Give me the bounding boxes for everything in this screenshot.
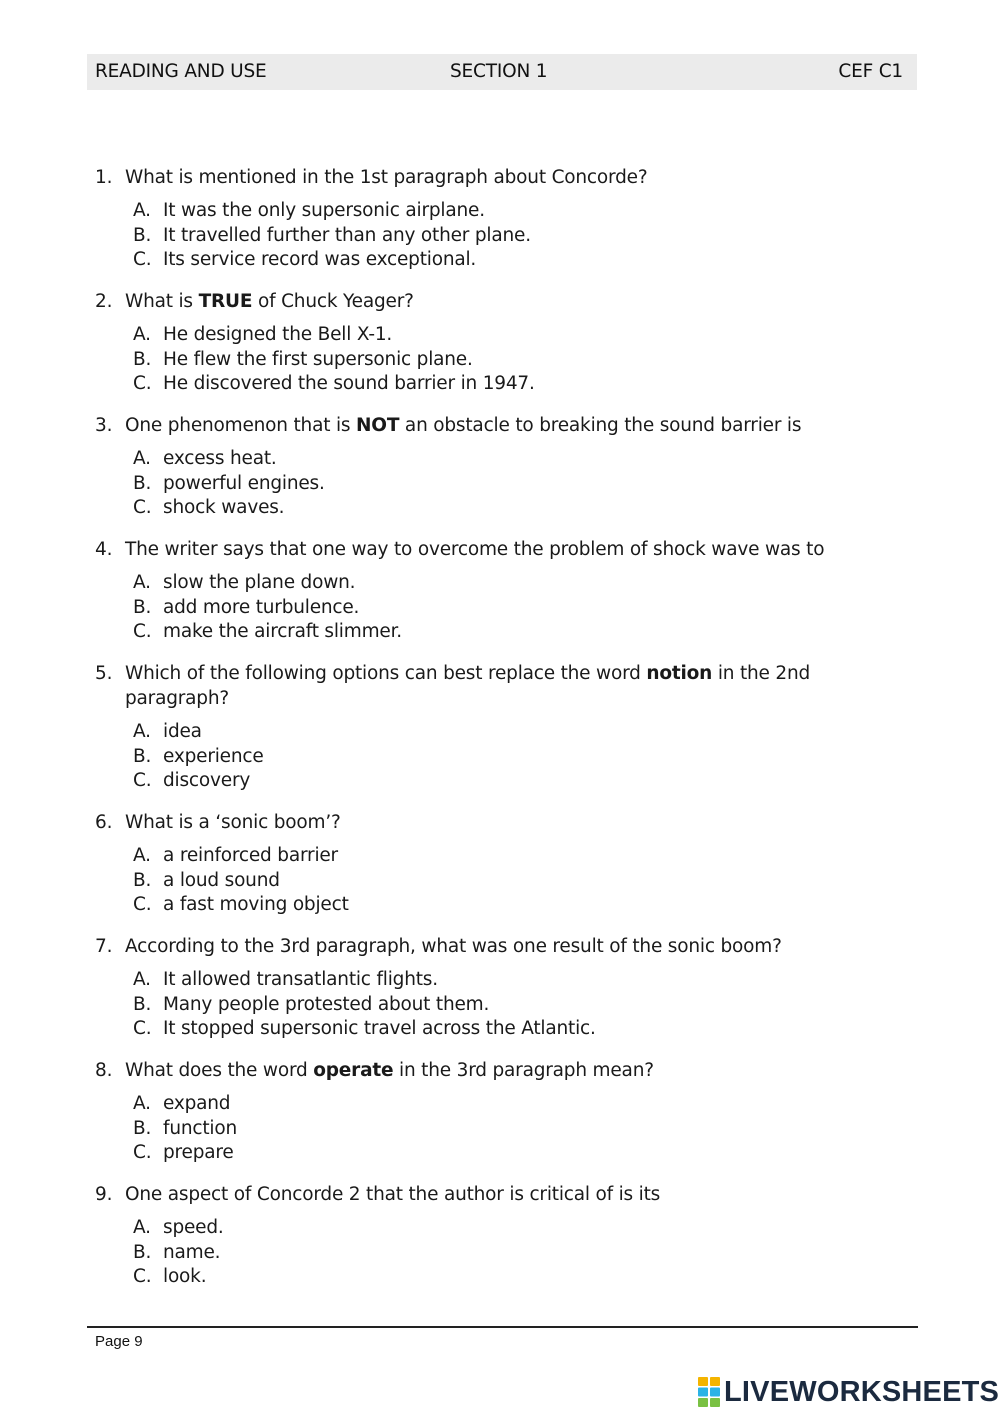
option-text: excess heat. bbox=[163, 448, 277, 469]
option-list bbox=[133, 1092, 875, 1166]
option-c[interactable] bbox=[133, 1017, 875, 1042]
option-b[interactable] bbox=[133, 745, 875, 770]
option-letter: B. bbox=[133, 472, 152, 494]
question-number: 8. bbox=[95, 1060, 113, 1081]
option-a[interactable] bbox=[133, 1216, 875, 1241]
option-text: It was the only supersonic airplane. bbox=[163, 200, 485, 221]
option-letter: A. bbox=[133, 200, 151, 221]
option-letter: C. bbox=[133, 1018, 152, 1039]
option-text: a reinforced barrier bbox=[163, 845, 338, 866]
option-letter: A. bbox=[133, 845, 151, 866]
option-b[interactable] bbox=[133, 348, 875, 373]
option-text: Its service record was exceptional. bbox=[163, 249, 477, 270]
option-c[interactable] bbox=[133, 769, 875, 794]
question-stem: What is TRUE of Chuck Yeager? bbox=[125, 291, 414, 312]
question-number: 2. bbox=[95, 291, 113, 312]
option-letter: C. bbox=[133, 1266, 152, 1287]
option-letter: B. bbox=[133, 1117, 152, 1139]
option-text: Many people protested about them. bbox=[163, 993, 490, 1015]
option-text: He discovered the sound barrier in 1947. bbox=[163, 373, 535, 394]
option-a[interactable] bbox=[133, 323, 875, 348]
option-text: function bbox=[163, 1117, 237, 1139]
option-c[interactable] bbox=[133, 248, 875, 273]
option-list bbox=[133, 1216, 875, 1290]
option-letter: B. bbox=[133, 745, 152, 767]
option-list bbox=[133, 720, 875, 794]
option-text: It stopped supersonic travel across the Atlantic. bbox=[163, 1018, 596, 1039]
option-letter: A. bbox=[133, 1217, 151, 1238]
option-letter: A. bbox=[133, 572, 151, 593]
option-letter: A. bbox=[133, 721, 151, 742]
option-letter: B. bbox=[133, 596, 152, 618]
option-letter: C. bbox=[133, 621, 152, 642]
option-c[interactable] bbox=[133, 1265, 875, 1290]
option-letter: C. bbox=[133, 373, 152, 394]
option-b[interactable] bbox=[133, 224, 875, 249]
option-b[interactable] bbox=[133, 1117, 875, 1142]
option-text: make the aircraft slimmer. bbox=[163, 621, 402, 642]
header-level: CEF C1 bbox=[838, 61, 903, 82]
option-text: a fast moving object bbox=[163, 894, 349, 915]
option-c[interactable] bbox=[133, 893, 875, 918]
question-number: 3. bbox=[95, 415, 113, 436]
question-9 bbox=[95, 1182, 875, 1290]
option-letter: C. bbox=[133, 770, 152, 791]
option-b[interactable] bbox=[133, 472, 875, 497]
option-letter: C. bbox=[133, 1142, 152, 1163]
question-number: 6. bbox=[95, 812, 113, 833]
liveworksheets-icon bbox=[698, 1377, 720, 1407]
question-3 bbox=[95, 413, 875, 521]
option-text: He flew the first supersonic plane. bbox=[163, 348, 473, 370]
option-letter: B. bbox=[133, 869, 152, 891]
brand-text: LIVEWORKSHEETS bbox=[724, 1376, 1000, 1408]
question-1 bbox=[95, 165, 875, 273]
option-letter: C. bbox=[133, 249, 152, 270]
question-stem: What is a ‘sonic boom’? bbox=[125, 812, 341, 833]
option-text: It allowed transatlantic flights. bbox=[163, 969, 438, 990]
option-text: discovery bbox=[163, 770, 251, 791]
option-letter: B. bbox=[133, 993, 152, 1015]
option-letter: A. bbox=[133, 1093, 151, 1114]
question-6 bbox=[95, 810, 875, 918]
option-text: prepare bbox=[163, 1142, 234, 1163]
question-8 bbox=[95, 1058, 875, 1166]
option-b[interactable] bbox=[133, 596, 875, 621]
option-letter: A. bbox=[133, 448, 151, 469]
header-section: SECTION 1 bbox=[450, 61, 548, 82]
option-a[interactable] bbox=[133, 199, 875, 224]
question-stem: What is mentioned in the 1st paragraph about Concorde? bbox=[125, 167, 648, 188]
option-text: expand bbox=[163, 1093, 231, 1114]
question-number: 5. bbox=[95, 663, 113, 684]
option-letter: A. bbox=[133, 324, 151, 345]
question-stem: One aspect of Concorde 2 that the author is critical of is its bbox=[125, 1184, 661, 1205]
option-letter: B. bbox=[133, 1241, 152, 1263]
option-letter: B. bbox=[133, 348, 152, 370]
question-7 bbox=[95, 934, 875, 1042]
question-stem: Which of the following options can best replace the word notion in the 2nd paragraph? bbox=[125, 663, 811, 709]
option-letter: A. bbox=[133, 969, 151, 990]
option-b[interactable] bbox=[133, 993, 875, 1018]
header-left-title: READING AND USE bbox=[95, 61, 267, 82]
option-letter: C. bbox=[133, 497, 152, 518]
option-c[interactable] bbox=[133, 496, 875, 521]
option-text: slow the plane down. bbox=[163, 572, 356, 593]
option-letter: C. bbox=[133, 894, 152, 915]
option-a[interactable] bbox=[133, 720, 875, 745]
option-a[interactable] bbox=[133, 844, 875, 869]
option-b[interactable] bbox=[133, 1241, 875, 1266]
option-text: It travelled further than any other plane. bbox=[163, 224, 531, 246]
option-a[interactable] bbox=[133, 1092, 875, 1117]
page-number: Page 9 bbox=[95, 1333, 143, 1350]
option-text: experience bbox=[163, 745, 264, 767]
question-stem: What does the word operate in the 3rd paragraph mean? bbox=[125, 1060, 654, 1081]
option-c[interactable] bbox=[133, 620, 875, 645]
option-text: name. bbox=[163, 1241, 221, 1263]
option-text: shock waves. bbox=[163, 497, 285, 518]
option-text: look. bbox=[163, 1266, 207, 1287]
option-text: add more turbulence. bbox=[163, 596, 360, 618]
question-number: 1. bbox=[95, 167, 113, 188]
option-list bbox=[133, 844, 875, 918]
question-4 bbox=[95, 537, 875, 645]
option-list bbox=[133, 447, 875, 521]
option-list bbox=[133, 323, 875, 397]
option-a[interactable] bbox=[133, 571, 875, 596]
option-list bbox=[133, 571, 875, 645]
option-a[interactable] bbox=[133, 447, 875, 472]
option-c[interactable] bbox=[133, 372, 875, 397]
footer-divider bbox=[87, 1326, 918, 1328]
liveworksheets-logo[interactable] bbox=[698, 1375, 999, 1409]
question-number: 9. bbox=[95, 1184, 113, 1205]
question-stem: The writer says that one way to overcome the problem of shock wave was to bbox=[125, 539, 825, 560]
option-text: powerful engines. bbox=[163, 472, 325, 494]
option-list bbox=[133, 199, 875, 273]
option-list bbox=[133, 968, 875, 1042]
question-number: 4. bbox=[95, 539, 113, 560]
option-text: a loud sound bbox=[163, 869, 280, 891]
question-2 bbox=[95, 289, 875, 397]
option-text: speed. bbox=[163, 1217, 224, 1238]
option-b[interactable] bbox=[133, 869, 875, 894]
option-text: He designed the Bell X-1. bbox=[163, 324, 393, 345]
question-stem: One phenomenon that is NOT an obstacle to breaking the sound barrier is bbox=[125, 415, 802, 436]
option-a[interactable] bbox=[133, 968, 875, 993]
question-stem: According to the 3rd paragraph, what was one result of the sonic boom? bbox=[125, 936, 782, 957]
question-number: 7. bbox=[95, 936, 113, 957]
option-letter: B. bbox=[133, 224, 152, 246]
option-text: idea bbox=[163, 721, 202, 742]
question-5 bbox=[95, 661, 875, 794]
option-c[interactable] bbox=[133, 1141, 875, 1166]
